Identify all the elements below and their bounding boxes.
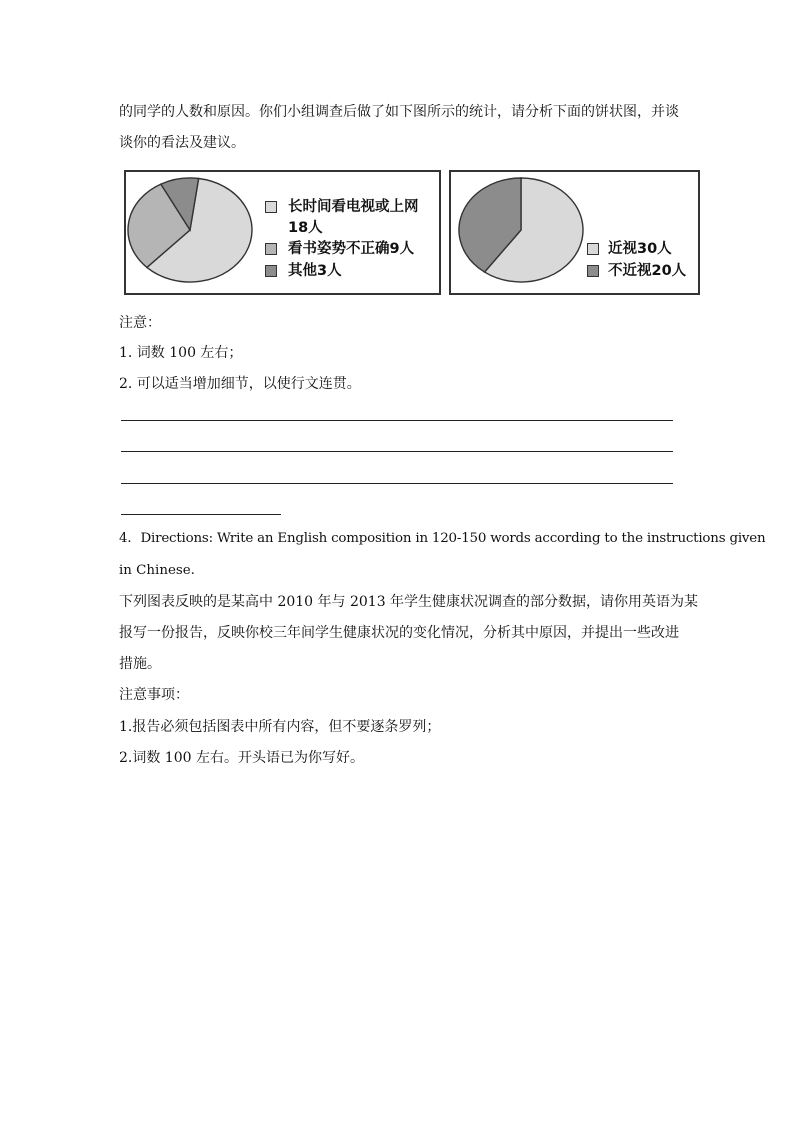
writing-line-3[interactable]: [121, 483, 673, 484]
pie-chart-myopia: [449, 170, 700, 295]
legend-swatch-not-myopic: [587, 265, 599, 277]
legend-label-myopic: 近视30人: [608, 241, 672, 257]
note-item-1: 1. 词数 100 左右；: [119, 345, 243, 361]
intro-line-1: 的同学的人数和原因。你们小组调查后做了如下图所示的统计，请分析下面的饼状图，并谈: [119, 104, 679, 120]
q4-note-1: 1.报告必须包括图表中所有内容，但不要逐条罗列；: [119, 719, 441, 735]
q4-directions-cont: in Chinese.: [119, 563, 195, 578]
q4-para-line-3: 措施。: [119, 656, 161, 672]
q4-directions: 4．Directions: Write an English composition in 120-150 words according to the instructions given: [119, 531, 766, 546]
legend-label-not-myopic: 不近视20人: [608, 263, 687, 279]
q4-para-line-2: 报写一份报告，反映你校三年间学生健康状况的变化情况，分析其中原因，并提出一些改进: [119, 625, 679, 641]
writing-line-4[interactable]: [121, 514, 281, 515]
legend-label-tv-internet: 长时间看电视或上网: [288, 199, 419, 215]
intro-line-2: 谈你的看法及建议。: [119, 135, 245, 151]
legend-label-posture: 看书姿势不正确9人: [288, 241, 415, 257]
notes-title: 注意：: [119, 315, 161, 331]
legend-label-tv-internet-count: 18人: [288, 220, 323, 236]
legend-swatch-myopic: [587, 243, 599, 255]
legend-label-other: 其他3人: [288, 263, 342, 279]
legend-swatch-tv-internet: [265, 201, 277, 213]
q4-note-2: 2.词数 100 左右。开头语已为你写好。: [119, 750, 364, 766]
legend-swatch-other: [265, 265, 277, 277]
q4-para-line-1: 下列图表反映的是某高中 2010 年与 2013 年学生健康状况调查的部分数据，请你用英语为某: [119, 594, 699, 610]
pie-chart-reasons-svg: [126, 172, 439, 293]
pie-chart-reasons: [124, 170, 441, 295]
writing-line-2[interactable]: [121, 451, 673, 452]
note-item-2: 2. 可以适当增加细节，以使行文连贯。: [119, 376, 361, 392]
legend-swatch-posture: [265, 243, 277, 255]
q4-notes-title: 注意事项：: [119, 687, 189, 703]
writing-line-1[interactable]: [121, 420, 673, 421]
